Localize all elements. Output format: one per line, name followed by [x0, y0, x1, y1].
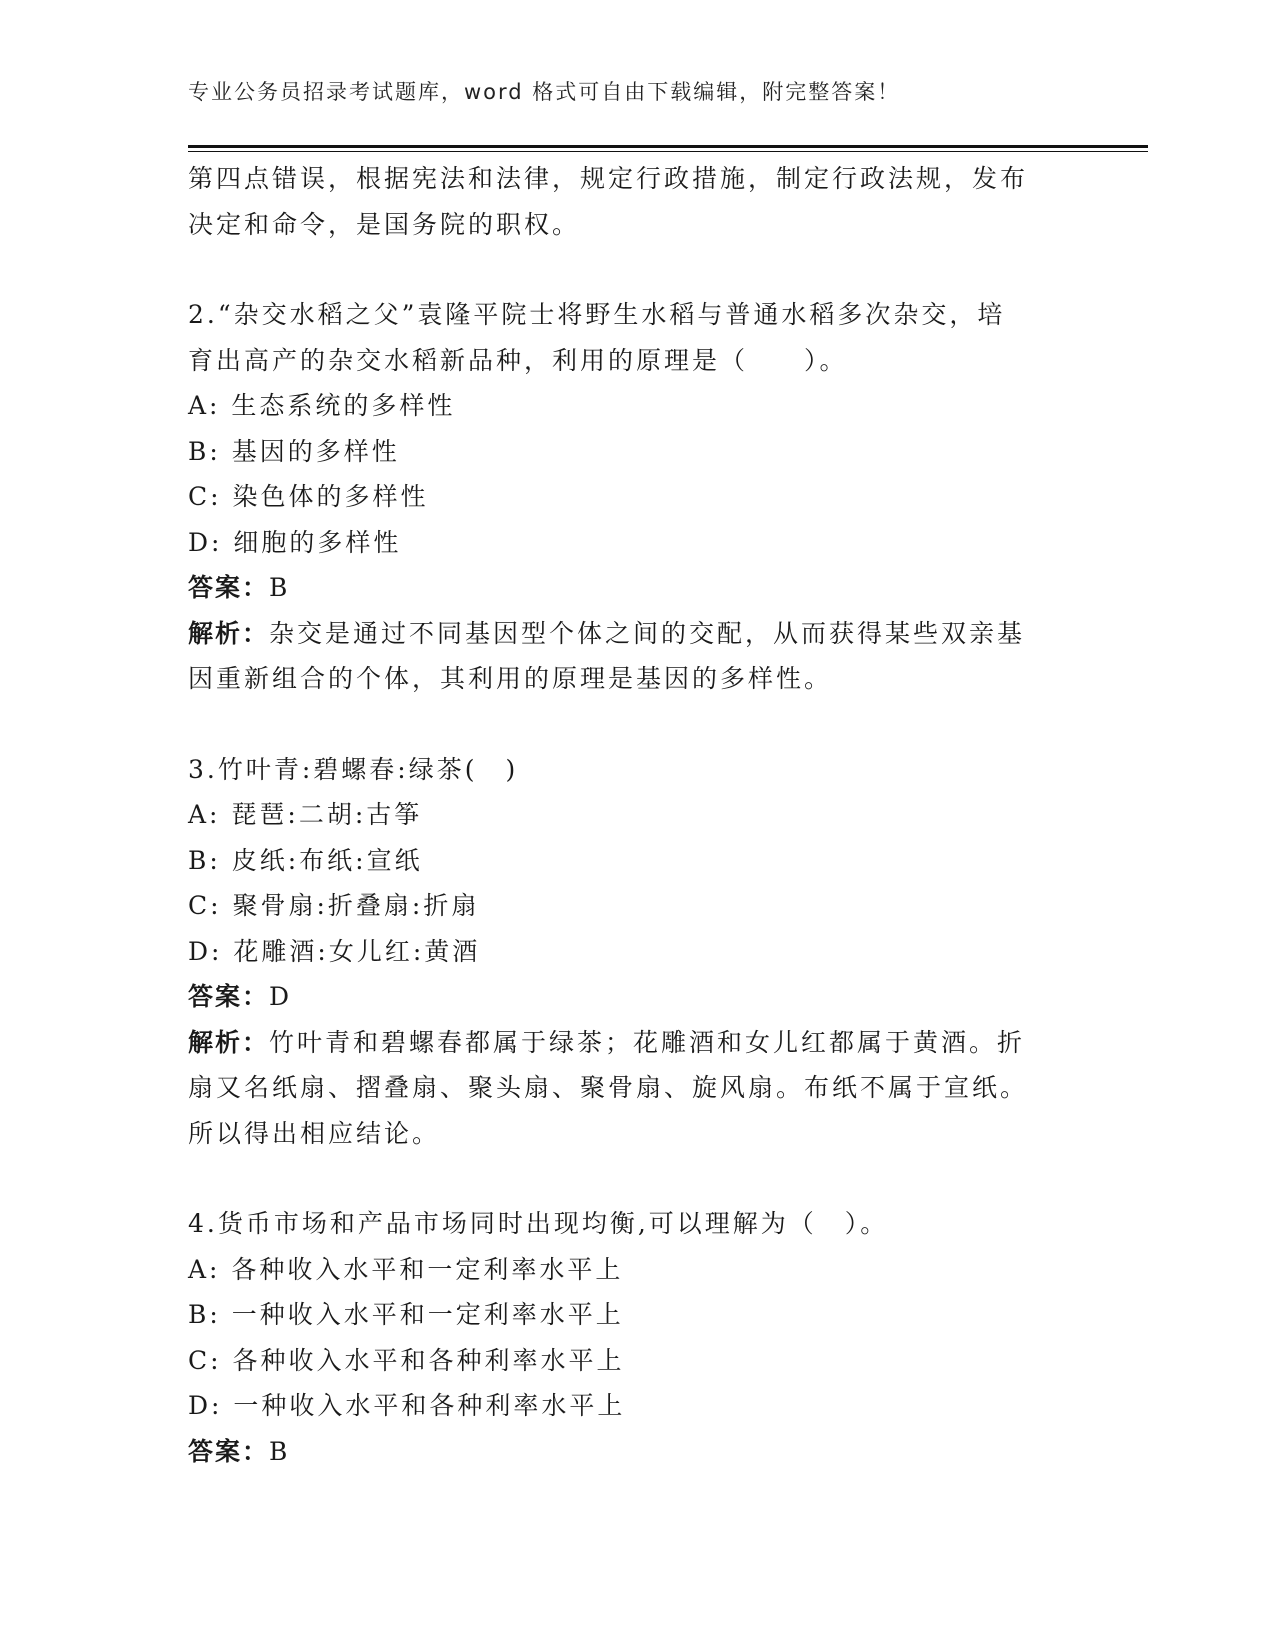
- analysis-text: 所以得出相应结论。: [188, 1118, 441, 1148]
- analysis-label: 解析：: [188, 618, 270, 648]
- option-b: B: 皮纸:布纸:宣纸: [188, 845, 423, 875]
- page-header: 专业公务员招录考试题库，word 格式可自由下载编辑，附完整答案！: [188, 80, 901, 104]
- answer-value: D: [269, 982, 293, 1011]
- answer-value: B: [269, 573, 291, 602]
- header-rule-thin: [188, 151, 1148, 152]
- question-4: [188, 1201, 1068, 1474]
- question-stem: 3.竹叶青:碧螺春:绿茶( ): [188, 754, 519, 784]
- answer-line: [188, 1429, 1068, 1475]
- intro-paragraph: [188, 156, 1068, 247]
- analysis-text: 扇又名纸扇、摺叠扇、聚头扇、聚骨扇、旋风扇。布纸不属于宣纸。: [188, 1073, 1029, 1102]
- analysis-line: [188, 611, 1068, 657]
- option-d: D: 一种收入水平和各种利率水平上: [188, 1391, 626, 1420]
- option-a: A: 生态系统的多样性: [188, 391, 456, 420]
- option-d: D: 细胞的多样性: [188, 527, 402, 557]
- analysis-text: 因重新组合的个体，其利用的原理是基因的多样性。: [188, 664, 833, 693]
- question-stem: 2.“杂交水稻之父”袁隆平院士将野生水稻与普通水稻多次杂交，培: [188, 300, 1006, 329]
- text-line: 决定和命令，是国务院的职权。: [188, 209, 581, 239]
- option-c: C: 染色体的多样性: [188, 482, 429, 511]
- question-2: [188, 292, 1068, 702]
- analysis-label: 解析：: [188, 1027, 270, 1057]
- answer-line: [188, 974, 1068, 1020]
- option-a: A: 琵琶:二胡:古筝: [188, 800, 423, 829]
- answer-value: B: [269, 1436, 291, 1466]
- spacer: [188, 1156, 1068, 1201]
- option-c: C: 聚骨扇:折叠扇:折扇: [188, 891, 480, 920]
- answer-label: 答案：: [188, 982, 270, 1011]
- analysis-text: 竹叶青和碧螺春都属于绿茶；花雕酒和女儿红都属于黄酒。折: [269, 1027, 1026, 1057]
- analysis-text: 杂交是通过不同基因型个体之间的交配，从而获得某些双亲基: [269, 618, 1026, 648]
- document-body: [188, 156, 1068, 1474]
- answer-label: 答案：: [188, 1436, 270, 1466]
- answer-label: 答案：: [188, 573, 270, 602]
- option-c: C: 各种收入水平和各种利率水平上: [188, 1345, 625, 1375]
- spacer: [188, 702, 1068, 747]
- option-a: A: 各种收入水平和一定利率水平上: [188, 1254, 624, 1284]
- option-d: D: 花雕酒:女儿红:黄酒: [188, 936, 481, 966]
- question-3: [188, 747, 1068, 1157]
- option-b: B: 基因的多样性: [188, 436, 400, 466]
- option-b: B: 一种收入水平和一定利率水平上: [188, 1300, 624, 1329]
- answer-line: [188, 565, 1068, 611]
- analysis-line: [188, 1020, 1068, 1066]
- header-rule-thick: [188, 145, 1148, 148]
- text-line: 第四点错误，根据宪法和法律，规定行政措施，制定行政法规，发布: [188, 164, 1029, 193]
- question-stem: 4.货币市场和产品市场同时出现均衡,可以理解为（ ）。: [188, 1209, 889, 1238]
- spacer: [188, 247, 1068, 292]
- question-stem: 育出高产的杂交水稻新品种，利用的原理是（ ）。: [188, 345, 848, 375]
